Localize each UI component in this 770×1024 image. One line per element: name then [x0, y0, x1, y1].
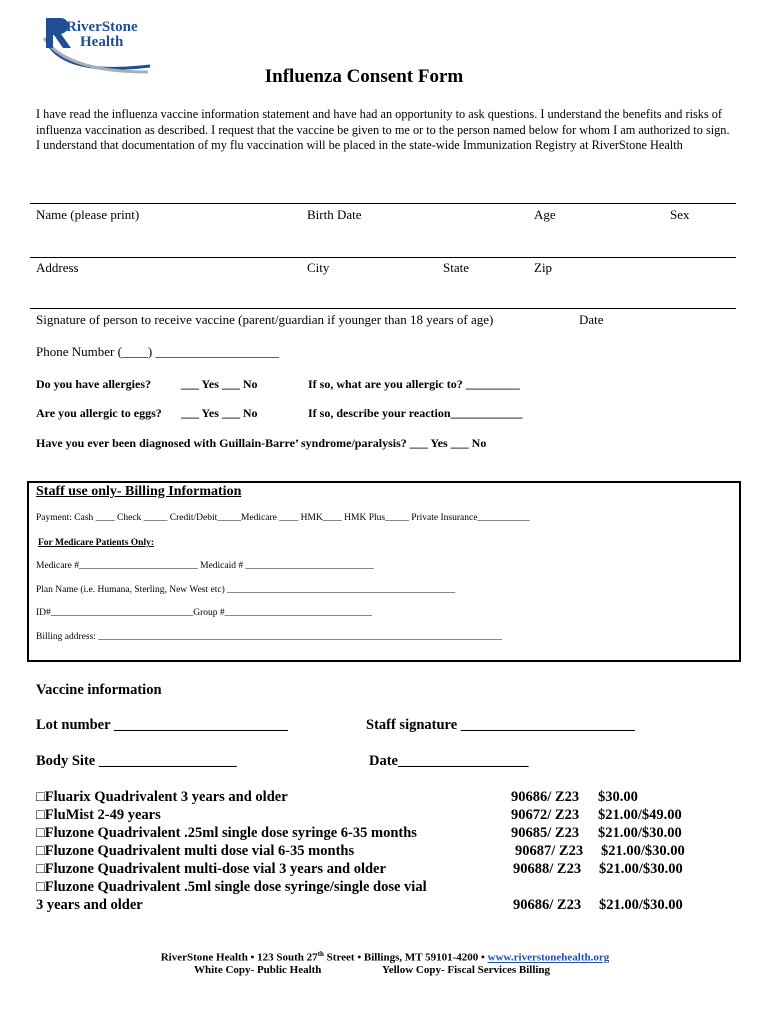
logo-text	[66, 20, 138, 50]
footer-address-sup: th	[317, 950, 324, 958]
city-field[interactable]: City	[307, 260, 330, 275]
name-field[interactable]: Name (please print)	[36, 207, 140, 222]
vaccine-price: $21.00/$49.00	[598, 807, 682, 823]
zip-field[interactable]: Zip	[534, 260, 553, 275]
age-field[interactable]: Age	[534, 207, 556, 222]
vaccine-code: 90687/ Z23	[515, 843, 584, 859]
gbs-question[interactable]: Have you ever been diagnosed with Guillain-Barre’ syndrome/paralysis? ___ Yes ___ No	[36, 436, 487, 450]
intro-paragraph: I have read the influenza vaccine information statement and have had an opportunity to ask questions. I understand the benefits and risks of influenza vaccination as described. I request that the vaccine be given to me or to the person named below for whom I am authorized to sign. I understand that documentation of my flu vaccination will be placed in the state-wide Immunization Registry at RiverStone Health	[36, 107, 730, 152]
vaccine-option[interactable]: □Fluzone Quadrivalent .25ml single dose syringe 6-35 months	[36, 825, 417, 841]
logo-line1: RiverStone	[66, 19, 138, 35]
billing-heading: Staff use only- Billing Information	[36, 484, 242, 499]
medicare-field[interactable]: Medicare #_________________________ Medicaid # ___________________________	[36, 561, 374, 571]
vaccine-price: $21.00/$30.00	[599, 861, 683, 877]
vaccine-price: $21.00/$30.00	[599, 897, 683, 913]
vaccine-heading: Vaccine information	[36, 682, 162, 698]
reaction-field[interactable]: If so, describe your reaction____________	[308, 406, 523, 420]
phone-field[interactable]: Phone Number (____) ___________________	[36, 344, 280, 359]
id-group-field[interactable]: ID#______________________________Group #_______________________________	[36, 608, 372, 618]
vaccine-option[interactable]: □Fluarix Quadrivalent 3 years and older	[36, 789, 288, 805]
divider-address	[30, 257, 736, 258]
vaccine-price: $21.00/$30.00	[598, 825, 682, 841]
plan-name-field[interactable]: Plan Name (i.e. Humana, Sterling, New West etc) ________________________________________________	[36, 585, 456, 595]
vaccine-code: 90688/ Z23	[513, 861, 582, 877]
allergic-to-field[interactable]: If so, what are you allergic to? _________	[308, 377, 520, 391]
state-field[interactable]: State	[443, 260, 469, 275]
vaccine-option[interactable]: □Fluzone Quadrivalent multi-dose vial 3 years and older	[36, 861, 386, 877]
signature-field[interactable]: Signature of person to receive vaccine (parent/guardian if younger than 18 years of age)	[36, 312, 494, 327]
vaccine-option-continued: 3 years and older	[36, 897, 143, 913]
vaccine-code: 90672/ Z23	[511, 807, 580, 823]
vaccine-option[interactable]: □FluMist 2-49 years	[36, 807, 161, 823]
vaccine-code: 90686/ Z23	[513, 897, 582, 913]
allergies-yes-no[interactable]: ___ Yes ___ No	[181, 377, 258, 391]
yellow-copy-label: Yellow Copy- Fiscal Services Billing	[382, 964, 551, 976]
vaccine-option[interactable]: □Fluzone Quadrivalent .5ml single dose syringe/single dose vial	[36, 879, 427, 895]
divider-top	[30, 203, 736, 204]
divider-signature	[30, 308, 736, 309]
vaccine-code: 90686/ Z23	[511, 789, 580, 805]
birth-date-field[interactable]: Birth Date	[307, 207, 362, 222]
vaccine-date-field[interactable]: Date__________________	[369, 753, 529, 769]
vaccine-option[interactable]: □Fluzone Quadrivalent multi dose vial 6-35 months	[36, 843, 355, 859]
website-link[interactable]: www.riverstonehealth.org	[487, 951, 610, 964]
address-field[interactable]: Address	[36, 260, 79, 275]
vaccine-price: $30.00	[598, 789, 638, 805]
staff-signature-field[interactable]: Staff signature ________________________	[366, 717, 635, 733]
body-site-field[interactable]: Body Site ___________________	[36, 753, 237, 769]
footer-address	[0, 950, 770, 964]
lot-number-field[interactable]: Lot number ________________________	[36, 717, 288, 733]
payment-field[interactable]: Payment: Cash ____ Check _____ Credit/Debit_____Medicare ____ HMK____ HMK Plus_____ Private Insurance___________	[36, 513, 530, 523]
vaccine-code: 90685/ Z23	[511, 825, 580, 841]
eggs-yes-no[interactable]: ___ Yes ___ No	[181, 406, 258, 420]
allergies-question: Do you have allergies?	[36, 377, 151, 391]
medicare-heading: For Medicare Patients Only:	[38, 538, 154, 548]
sex-field[interactable]: Sex	[670, 207, 690, 222]
vaccine-price: $21.00/$30.00	[601, 843, 685, 859]
white-copy-label: White Copy- Public Health	[194, 964, 322, 976]
footer-address-text-post: Street • Billings, MT 59101-4200 •	[323, 951, 488, 964]
page-title: Influenza Consent Form	[264, 66, 464, 87]
logo-line2: Health	[80, 34, 124, 50]
billing-address-field[interactable]: Billing address: _____________________________________________________________________________________	[36, 632, 503, 642]
footer-address-text: RiverStone Health • 123 South 27	[160, 951, 318, 964]
eggs-question: Are you allergic to eggs?	[36, 406, 162, 420]
signature-date-field[interactable]: Date	[579, 312, 604, 327]
